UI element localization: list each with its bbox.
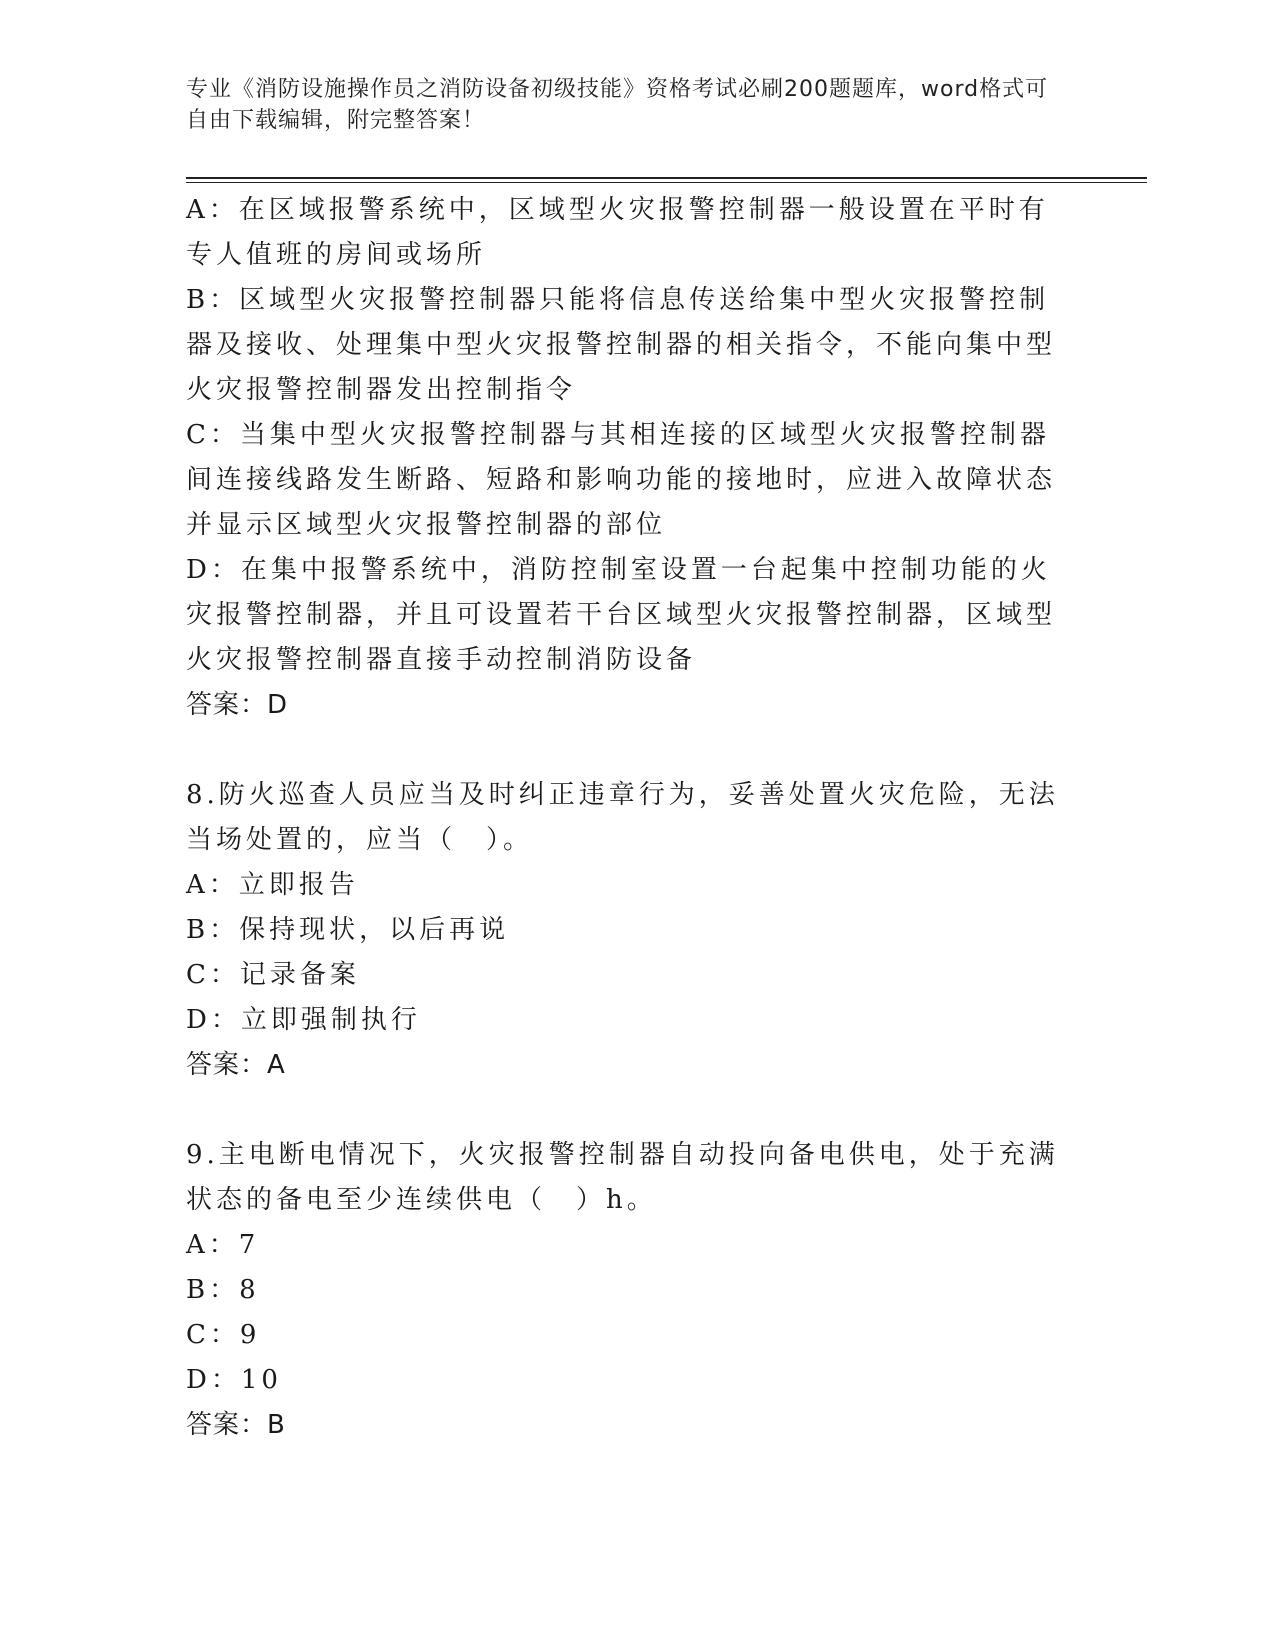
option-a: A：在区域报警系统中，区域型火灾报警控制器一般设置在平时有专人值班的房间或场所 — [186, 195, 1049, 270]
option-a: A：立即报告 — [186, 870, 359, 900]
question-spacer — [186, 728, 1076, 773]
option-c: C：9 — [186, 1320, 261, 1350]
question-text: 9.主电断电情况下，火灾报警控制器自动投向备电供电，处于充满状态的备电至少连续供电（ ）h。 — [186, 1140, 1059, 1215]
question-8 — [186, 773, 1076, 1088]
answer: 答案：D — [186, 690, 289, 720]
option-b: B：8 — [186, 1275, 260, 1305]
question-list — [186, 188, 1076, 1448]
option-d: D：立即强制执行 — [186, 1005, 421, 1035]
answer: 答案：A — [186, 1050, 286, 1080]
option-b: B：区域型火灾报警控制器只能将信息传送给集中型火灾报警控制器及接收、处理集中型火灾报警控制器的相关指令，不能向集中型火灾报警控制器发出控制指令 — [186, 285, 1057, 405]
answer: 答案：B — [186, 1410, 286, 1440]
question-text: 8.防火巡查人员应当及时纠正违章行为，妥善处置火灾危险，无法当场处置的，应当（ ）。 — [186, 780, 1059, 855]
document-header: 专业《消防设施操作员之消防设备初级技能》资格考试必刷200题题库，word格式可自由下载编辑，附完整答案！ — [186, 77, 1049, 133]
option-d: D：10 — [186, 1365, 282, 1395]
option-c: C：当集中型火灾报警控制器与其相连接的区域型火灾报警控制器间连接线路发生断路、短路和影响功能的接地时，应进入故障状态并显示区域型火灾报警控制器的部位 — [186, 420, 1057, 540]
header-divider-thin — [186, 182, 1147, 183]
option-a: A：7 — [186, 1230, 260, 1260]
option-b: B：保持现状，以后再说 — [186, 915, 510, 945]
option-c: C：记录备案 — [186, 960, 360, 990]
option-d: D：在集中报警系统中，消防控制室设置一台起集中控制功能的火灾报警控制器，并且可设置若干台区域型火灾报警控制器，区域型火灾报警控制器直接手动控制消防设备 — [186, 555, 1057, 675]
question-spacer — [186, 1088, 1076, 1133]
question-9 — [186, 1133, 1076, 1448]
question-7 — [186, 188, 1076, 728]
header-divider-thick — [186, 177, 1147, 179]
